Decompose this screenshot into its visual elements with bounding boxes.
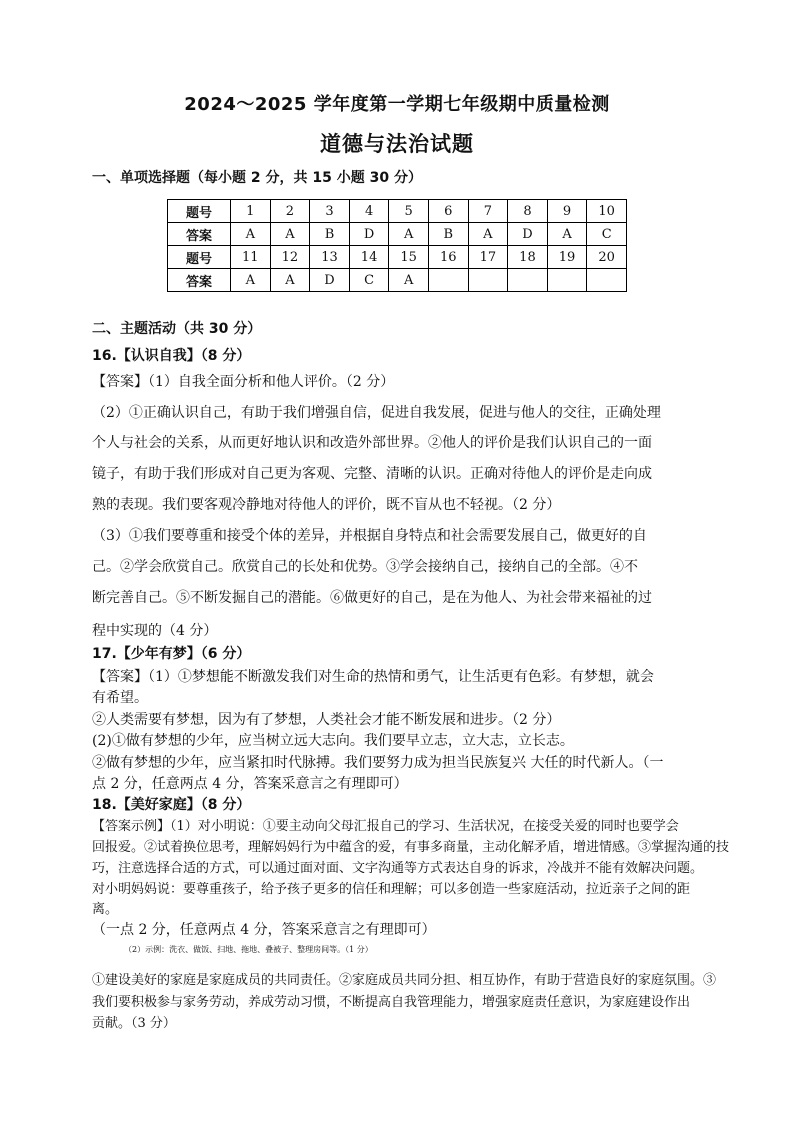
q18-line: 【答案示例】（1）对小明说：①要主动向父母汇报自己的学习、生活状况，在接受关爱的同时也要学会 — [92, 819, 679, 834]
answer-cell — [547, 269, 587, 292]
answer-cell: B — [428, 223, 468, 246]
table-row — [168, 269, 627, 292]
question-number: 15 — [389, 246, 429, 269]
answer-cell: A — [389, 269, 429, 292]
row-label: 答案 — [168, 223, 231, 246]
q16-line: 【答案】（1）自我全面分析和他人评价。（2 分） — [92, 374, 395, 390]
q18-line: 巧，注意选择合适的方式，可以通过面对面、文字沟通等方式表达自身的诉求，冷战并不能有效解决问题。 — [92, 861, 704, 876]
answer-cell: D — [349, 223, 389, 246]
q16-line: 断完善自己。⑤不断发掘自己的潜能。⑥做更好的自己，是在为他人、为社会带来福祉的过 — [92, 590, 652, 606]
section2-heading: 二、主题活动（共 30 分） — [92, 321, 262, 337]
q16-line: （2）①正确认识自己，有助于我们增强自信，促进自我发展，促进与他人的交往，正确处理 — [92, 405, 661, 421]
question-number: 16 — [428, 246, 468, 269]
q16-line: 己。②学会欣赏自己。欣赏自己的长处和优势。③学会接纳自己，接纳自己的全部。④不 — [92, 559, 638, 575]
answer-cell: B — [310, 223, 350, 246]
answer-cell: C — [349, 269, 389, 292]
question-number: 9 — [547, 200, 587, 223]
answer-cell: A — [270, 269, 310, 292]
answer-cell: D — [310, 269, 350, 292]
q16-line: 个人与社会的关系，从而更好地认识和改造外部世界。②他人的评价是我们认识自己的一面 — [92, 435, 652, 451]
q17-line: ②人类需要有梦想，因为有了梦想，人类社会才能不断发展和进步。（2 分） — [92, 712, 561, 728]
answer-cell: A — [270, 223, 310, 246]
question-number: 8 — [508, 200, 548, 223]
question-number: 14 — [349, 246, 389, 269]
q18-line: 离。 — [92, 902, 119, 917]
answer-table — [167, 199, 627, 292]
question-number: 13 — [310, 246, 350, 269]
question-number: 11 — [231, 246, 271, 269]
question-number: 19 — [547, 246, 587, 269]
answer-cell — [587, 269, 627, 292]
answer-cell: A — [389, 223, 429, 246]
q18-title: 18.【美好家庭】（8 分） — [92, 797, 251, 813]
table-row — [168, 200, 627, 223]
question-number: 3 — [310, 200, 350, 223]
q17-line: 【答案】（1）①梦想能不断激发我们对生命的热情和勇气，让生活更有色彩。有梦想，就会 — [92, 669, 654, 685]
answer-cell: C — [587, 223, 627, 246]
question-number: 12 — [270, 246, 310, 269]
q18-line: 回报爱。②试着换位思考，理解妈妈行为中蕴含的爱，有事多商量，主动化解矛盾，增进情感。③掌握沟通的技 — [92, 840, 730, 855]
answer-cell — [428, 269, 468, 292]
answer-cell — [468, 269, 508, 292]
q17-line: (2)①做有梦想的少年，应当树立远大志向。我们要早立志，立大志，立长志。 — [92, 733, 574, 749]
question-number: 7 — [468, 200, 508, 223]
row-label: 答案 — [168, 269, 231, 292]
q18-line: 贡献。（3 分） — [92, 1016, 176, 1031]
q16-line: （3）①我们要尊重和接受个体的差异，并根据自身特点和社会需要发展自己，做更好的自 — [92, 528, 647, 544]
answer-cell: A — [547, 223, 587, 246]
row-label: 题号 — [168, 200, 231, 223]
answer-cell: A — [468, 223, 508, 246]
answer-cell: A — [231, 269, 271, 292]
q18-line: （2）示例：洗衣、做饭、扫地、拖地、叠被子、整理房间等。（1 分） — [124, 945, 373, 954]
subject-title: 道德与法治试题 — [320, 132, 474, 156]
q16-title: 16.【认识自我】（8 分） — [92, 348, 251, 364]
question-number: 17 — [468, 246, 508, 269]
row-label: 题号 — [168, 246, 231, 269]
q16-line: 镜子，有助于我们形成对自己更为客观、完整、清晰的认识。正确对待他人的评价是走向成 — [92, 466, 652, 482]
question-number: 18 — [508, 246, 548, 269]
question-number: 4 — [349, 200, 389, 223]
section1-heading: 一、单项选择题（每小题 2 分，共 15 小题 30 分） — [92, 170, 422, 186]
answer-cell: A — [231, 223, 271, 246]
answer-cell: D — [508, 223, 548, 246]
q17-line: 点 2 分，任意两点 4 分，答案采意言之有理即可） — [92, 776, 408, 792]
table-row — [168, 223, 627, 246]
question-number: 10 — [587, 200, 627, 223]
question-number: 5 — [389, 200, 429, 223]
q18-line: （一点 2 分，任意两点 4 分，答案采意言之有理即可） — [92, 922, 436, 938]
q16-line: 程中实现的（4 分） — [92, 623, 218, 639]
question-number: 6 — [428, 200, 468, 223]
exam-title: 2024～2025 学年度第一学期七年级期中质量检测 — [184, 94, 610, 115]
q16-line: 熟的表现。我们要客观冷静地对待他人的评价，既不盲从也不轻视。（2 分） — [92, 497, 561, 513]
answer-cell — [508, 269, 548, 292]
question-number: 20 — [587, 246, 627, 269]
question-number: 1 — [231, 200, 271, 223]
q17-title: 17.【少年有梦】（6 分） — [92, 646, 251, 662]
q18-line: 我们要积极参与家务劳动，养成劳动习惯，不断提高自我管理能力，增强家庭责任意识，为家庭建设作出 — [92, 995, 691, 1010]
q17-line: ②做有梦想的少年，应当紧扣时代脉搏。我们要努力成为担当民族复兴 大任的时代新人。（一 — [92, 755, 664, 771]
q18-line: ①建设美好的家庭是家庭成员的共同责任。②家庭成员共同分担、相互协作，有助于营造良好的家庭氛围。③ — [92, 973, 717, 988]
question-number: 2 — [270, 200, 310, 223]
table-row — [168, 246, 627, 269]
q18-line: 对小明妈妈说：要尊重孩子，给予孩子更多的信任和理解；可以多创造一些家庭活动，拉近亲子之间的距 — [92, 882, 691, 897]
q17-line: 有希望。 — [92, 690, 148, 706]
